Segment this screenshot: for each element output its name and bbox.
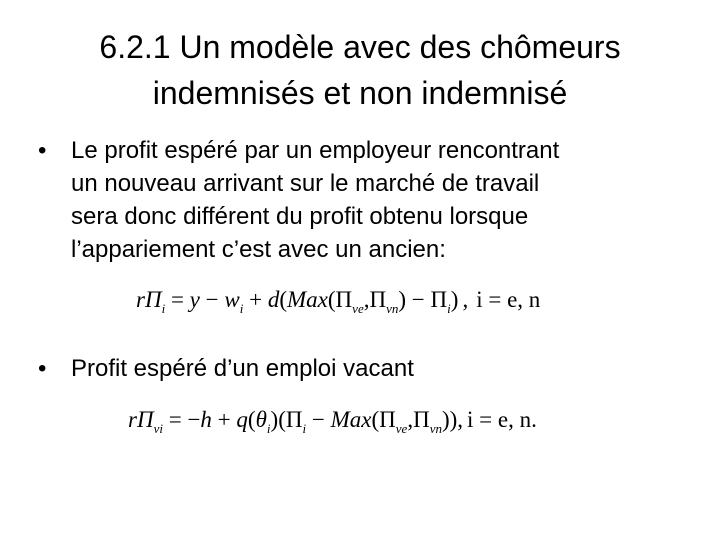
eq-term: q: [236, 407, 248, 432]
eq-term: Π: [285, 407, 303, 432]
equation-profit-vacant-job: [128, 405, 537, 435]
eq-subscript: ve: [352, 301, 364, 316]
bullet-line: l’appariement c’est avec un ancien:: [71, 236, 446, 263]
bullet-text: [71, 134, 678, 266]
title-line-1: 6.2.1 Un modèle avec des chômeurs: [99, 29, 621, 65]
eq-paren: (: [278, 407, 286, 432]
eq-term: Π: [430, 287, 448, 312]
eq-paren: )): [441, 407, 458, 432]
eq-condition: i = e, n: [476, 287, 541, 312]
bullet-item-employer-profit: [38, 134, 678, 266]
eq-subscript: i: [447, 301, 451, 316]
eq-operator: =: [168, 407, 182, 432]
eq-paren: ): [270, 407, 279, 432]
eq-subscript: vn: [386, 301, 399, 316]
title-line-2: indemnisés et non indemnisé: [152, 75, 568, 111]
eq-term: Π: [369, 287, 387, 312]
bullet-text: [71, 352, 678, 385]
eq-operator: −: [205, 287, 219, 312]
eq-term: rΠ: [128, 407, 154, 432]
eq-condition: i = e, n.: [467, 407, 537, 432]
eq-subscript: i: [266, 421, 271, 436]
eq-comma: ,: [407, 407, 414, 432]
eq-subscript: i: [239, 301, 244, 316]
eq-paren: (: [279, 287, 287, 312]
bullet-item-vacant-profit: [38, 352, 678, 385]
eq-term: Π: [413, 407, 430, 432]
eq-operator: =: [170, 287, 184, 312]
eq-term: Max: [287, 287, 328, 312]
bullet-line: sera donc différent du profit obtenu lorsque: [71, 203, 529, 230]
eq-subscript: vn: [429, 421, 442, 436]
eq-comma: ,: [363, 287, 370, 312]
eq-term: d: [267, 287, 280, 312]
eq-subscript: ve: [395, 421, 408, 436]
eq-term: Π: [379, 407, 396, 432]
eq-term: Max: [330, 407, 372, 432]
bullet-line: un nouveau arrivant sur le marché de travail: [71, 170, 540, 197]
eq-term: y: [189, 287, 200, 312]
eq-operator: +: [249, 287, 263, 312]
eq-operator: +: [217, 407, 231, 432]
eq-term: w: [224, 287, 240, 312]
eq-subscript: i: [302, 421, 307, 436]
eq-paren: (: [327, 287, 336, 312]
eq-operator: −: [187, 407, 201, 432]
eq-comma: ,: [462, 287, 469, 312]
eq-subscript: vi: [153, 421, 163, 436]
eq-term: θ: [255, 407, 267, 432]
eq-paren: (: [247, 407, 256, 432]
eq-paren: (: [371, 407, 380, 432]
bullet-marker: •: [38, 137, 47, 164]
eq-paren: ): [450, 287, 459, 312]
equation-profit-filled-job: [136, 285, 540, 315]
slide-title: [20, 24, 700, 116]
eq-operator: −: [411, 287, 425, 312]
eq-term: rΠ: [136, 287, 162, 312]
bullet-line: Profit espéré d’un emploi vacant: [71, 355, 414, 382]
eq-paren: ): [398, 287, 407, 312]
bullet-line: Le profit espéré par un employeur rencontrant: [71, 137, 560, 164]
bullet-marker: •: [38, 355, 47, 382]
eq-term: Π: [335, 287, 353, 312]
eq-comma: ,: [457, 407, 464, 432]
eq-operator: −: [311, 407, 325, 432]
eq-subscript: i: [161, 301, 166, 316]
eq-term: h: [200, 407, 212, 432]
